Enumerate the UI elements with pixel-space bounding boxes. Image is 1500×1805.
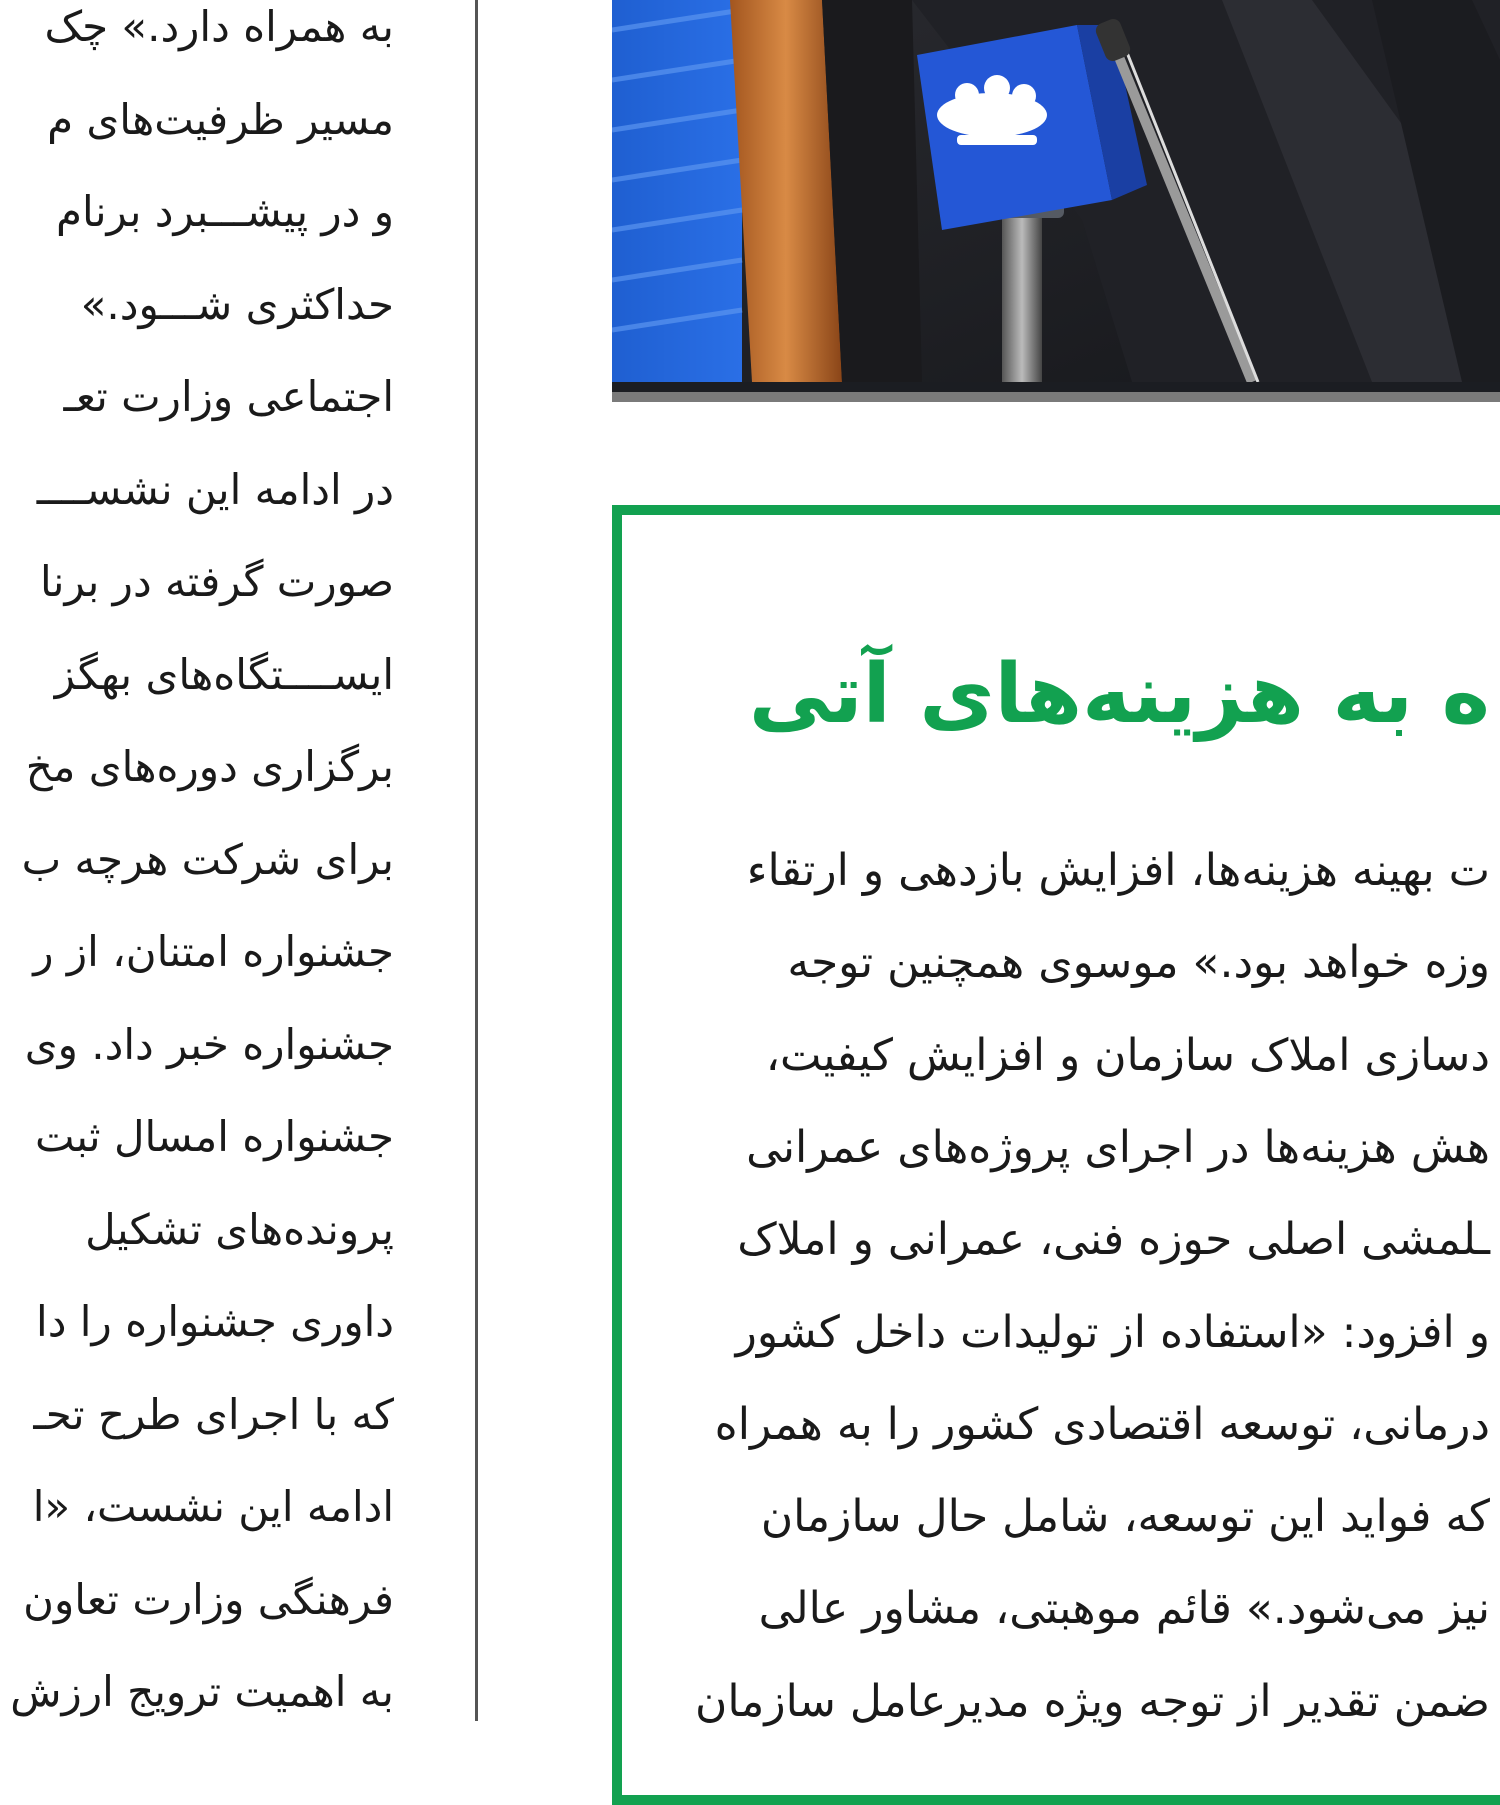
left-column-line: در ادامه این نشســــ [36,464,394,514]
left-column-line: به اهمیت ترویج ارزش [10,1667,394,1716]
article-box [612,505,1500,1805]
left-column-line: به همراه دارد.» چک [44,2,394,51]
left-column-line: مسیر ظرفیت‌های م [47,94,394,144]
left-column-line: که با اجرای طرح تحـ [33,1389,394,1439]
left-column-line: اجتماعی وزارت تعـ [63,372,394,421]
left-column-line: جشنواره امسال ثبت [34,1112,394,1161]
left-text-column [0,0,398,1721]
left-column-line: برای شرکت هرچه ب [21,834,394,884]
article-body-line: دسازی املاک سازمان و افزایش کیفیت، [765,1029,1490,1081]
left-column-line: پرونده‌های تشکیل [85,1204,394,1254]
left-column-line: جشنواره امتنان، از ر [33,927,394,976]
left-column-line: ایســــتگاه‌های بهگز [54,649,394,699]
article-headline: ه به هزینه‌های آتی [748,647,1490,742]
article-body-line: ت بهینه هزینه‌ها، افزایش بازدهی و ارتقاء [746,845,1490,896]
microphone-icon [612,0,1500,382]
article-body-line: ضمن تقدیر از توجه ویژه مدیرعامل سازمان [695,1675,1490,1727]
left-column-line: حداکثری شـــود.» [80,279,394,329]
left-column-line: برگزاری دوره‌های مخ [25,742,394,791]
article-body-line: درمانی، توسعه اقتصادی کشور را به همراه [714,1398,1490,1450]
left-column-line: داوری جشنواره را دا [36,1297,394,1346]
article-body-line: ـلمشی اصلی حوزه فنی، عمرانی و املاک [737,1214,1490,1266]
left-column-line: و در پیشـــبرد برنام [56,187,394,236]
article-body-line: نیز می‌شود.» قائم موهبتی، مشاور عالی [758,1583,1490,1635]
article-body-line: و افزود: «استفاده از تولیدات داخل کشور [735,1306,1490,1358]
news-photo [612,0,1500,402]
article-body-line: که فواید این توسعه، شامل حال سازمان [760,1491,1490,1543]
article-body-line: وزه خواهد بود.» موسوی همچنین توجه [787,937,1490,989]
left-column-line: جشنواره خبر داد. وی [24,1019,394,1069]
article-body-line: هش هزینه‌ها در اجرای پروژه‌های عمرانی [746,1121,1490,1173]
left-column-line: ادامه این نشست، «ا [32,1482,394,1531]
column-divider [475,0,478,1721]
left-column-line: صورت گرفته در برنا [39,557,394,606]
left-column-line: فرهنگی وزارت تعاون [23,1574,394,1624]
